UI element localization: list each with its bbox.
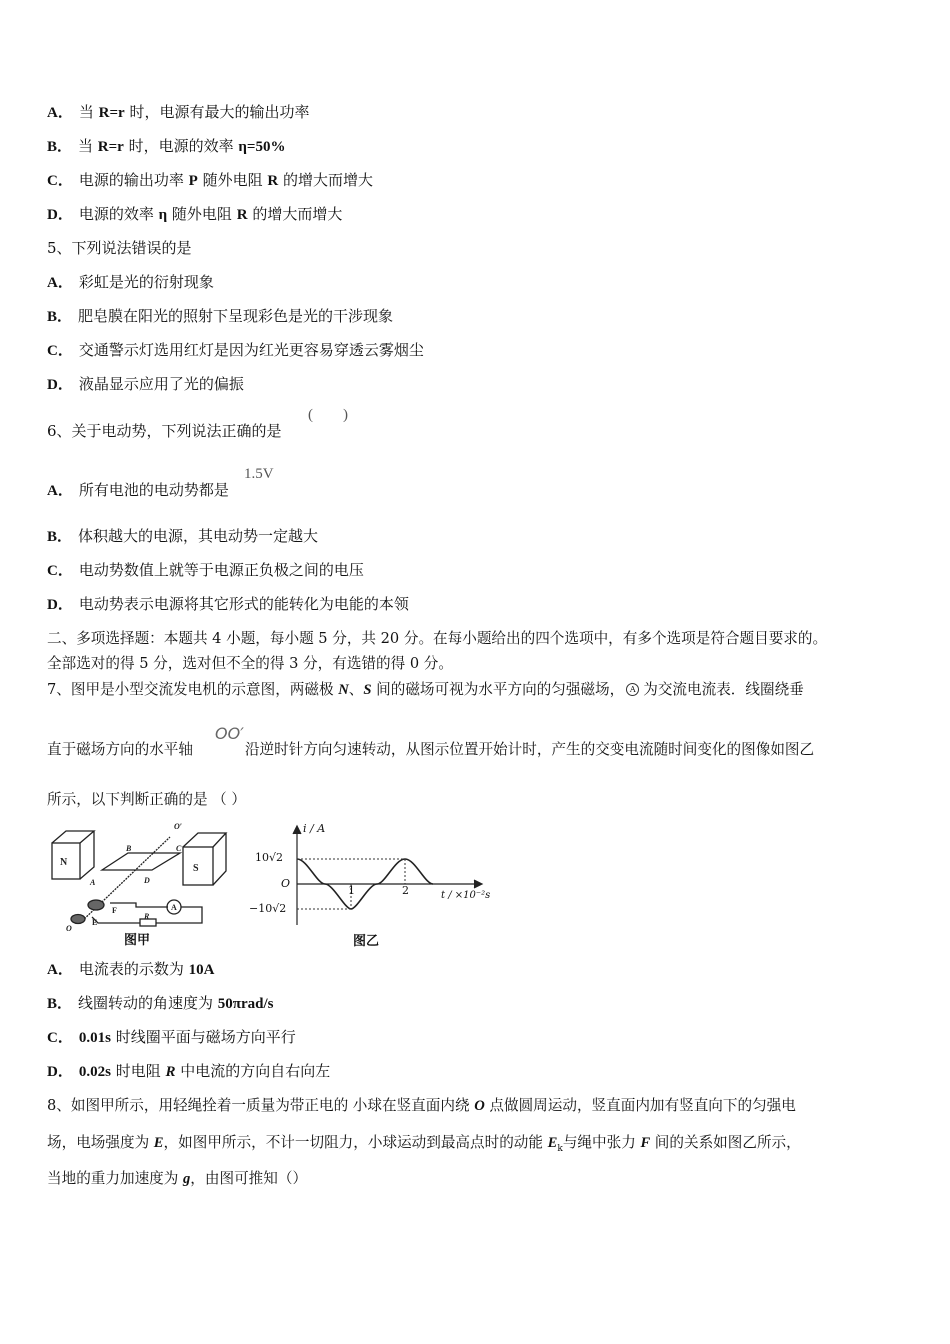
q6-option-a: A． 所有电池的电动势都是 — [47, 481, 229, 499]
q8-line3: 当地的重力加速度为 g，由图可推知（） — [47, 1170, 308, 1187]
q7-line2: 直于磁场方向的水平轴 沿逆时针方向匀速转动，从图示位置开始计时，产生的交变电流随时间变化的图像如图乙 — [47, 741, 815, 758]
svg-text:B: B — [126, 844, 132, 853]
q6-option-b: B． 体积越大的电源，其电动势一定越大 — [47, 527, 319, 545]
svg-text:E: E — [92, 918, 98, 927]
svg-text:F: F — [112, 906, 117, 915]
y-tick-bottom: −10√2 — [249, 902, 287, 915]
q7-option-a: A． 电流表的示数为 10A — [47, 960, 215, 978]
q8-line2: 场，电场强度为 E，如图甲所示，不计一切阻力，小球运动到最高点时的动能 $E_k$与绳中张力 F 间的关系如图乙所示， — [47, 1134, 801, 1154]
q4-option-b: B． 当 R=r 时，电源的效率 η=50% — [47, 137, 286, 155]
q6-stem: 6、关于电动势，下列说法正确的是 — [47, 422, 282, 440]
figure-generator — [40, 815, 240, 950]
svg-text:C: C — [176, 844, 182, 853]
ammeter-icon: A — [626, 683, 639, 696]
q7-option-b: B． 线圈转动的角速度为 50πrad/s — [47, 994, 274, 1012]
figure-jia-caption: 图甲 — [124, 933, 151, 948]
y-axis-label: i / A — [303, 822, 326, 835]
q7-option-c: C． 0.01s 时线圈平面与磁场方向平行 — [47, 1028, 296, 1046]
q4-option-a: A． 当 R=r 时，电源有最大的输出功率 — [47, 103, 310, 121]
x-tick-2: 2 — [402, 884, 409, 897]
q5-option-a: A． 彩虹是光的衍射现象 — [47, 273, 214, 291]
q7-option-d: D． 0.02s 时电阻 R 中电流的方向自右向左 — [47, 1062, 331, 1080]
q4-option-d: D． 电源的效率 η 随外电阻 R 的增大而增大 — [47, 205, 343, 223]
q6-option-d: D． 电动势表示电源将其它形式的能转化为电能的本领 — [47, 595, 409, 613]
y-tick-top: 10√2 — [255, 851, 284, 864]
q5-option-c: C． 交通警示灯选用红灯是因为红光更容易穿透云雾烟尘 — [47, 341, 424, 359]
figure-yi-caption: 图乙 — [353, 934, 380, 949]
section2-line1: 二、多项选择题：本题共 4 小题，每小题 5 分，共 20 分。在每小题给出的四个选项中，有多个选项是符合题目要求的。 — [47, 630, 828, 647]
x-axis-label: t / ×10⁻²s — [441, 890, 491, 901]
svg-text:A: A — [90, 878, 96, 887]
svg-text:A: A — [171, 903, 177, 912]
q5-option-b: B． 肥皂膜在阳光的照射下呈现彩色是光的干涉现象 — [47, 307, 394, 325]
y-tick-zero: O — [281, 877, 291, 890]
q7-line1: 7、图甲是小型交流发电机的示意图，两磁极 N、S 间的磁场可视为水平方向的匀强磁场， A 为交流电流表．线圈绕垂 — [47, 681, 804, 698]
q6-math-1-5v: 1.5V — [244, 466, 274, 482]
figure-current-graph — [245, 820, 515, 948]
svg-text:N: N — [60, 857, 68, 868]
q5-stem: 5、下列说法错误的是 — [47, 239, 192, 257]
svg-text:O: O — [66, 924, 72, 933]
axis-oo-prime: OO′ — [215, 724, 244, 743]
svg-text:D: D — [144, 876, 150, 885]
q6-option-c: C． 电动势数值上就等于电源正负极之间的电压 — [47, 561, 364, 579]
x-tick-1: 1 — [348, 884, 355, 897]
q5-option-d: D． 液晶显示应用了光的偏振 — [47, 375, 244, 393]
svg-text:R: R — [144, 912, 150, 921]
q8-line1: 8、如图甲所示，用轻绳拴着一质量为带正电的 小球在竖直面内绕 O 点做圆周运动，竖直面内加有竖直向下的匀强电 — [47, 1097, 796, 1114]
q6-answer-bracket: ( ) — [308, 407, 348, 423]
svg-text:S: S — [193, 863, 199, 874]
section2-line2: 全部选对的得 5 分，选对但不全的得 3 分，有选错的得 0 分。 — [47, 655, 453, 672]
q7-line3: 所示，以下判断正确的是 （ ） — [47, 791, 246, 808]
q4-option-c: C． 电源的输出功率 P 随外电阻 R 的增大而增大 — [47, 171, 373, 189]
svg-text:O′: O′ — [174, 822, 183, 831]
